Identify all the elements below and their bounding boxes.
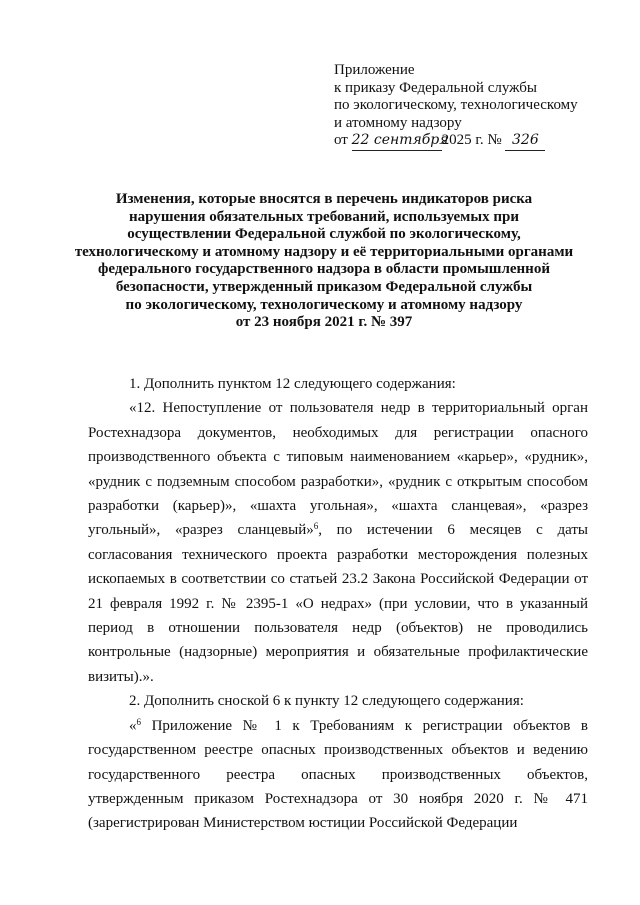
- title-line: по экологическому, технологическому и атомному надзору: [125, 296, 523, 313]
- document-body: [88, 372, 588, 836]
- document-title: [74, 191, 574, 332]
- title-line: технологическому и атомному надзору и её территориальными органами: [74, 243, 574, 260]
- title-line: федерального государственного надзора в области промышленной: [98, 261, 550, 278]
- paragraph-item-2: 2. Дополнить сноской 6 к пункту 12 следующего содержания:: [129, 693, 524, 710]
- title-line: осуществлении Федеральной службой по экологическому,: [127, 226, 521, 243]
- date-prefix: от: [334, 132, 348, 148]
- footnote-open-quote: «: [129, 717, 137, 734]
- footnote-text: Приложение № 1 к Требованиям к регистрации объектов в государственном реестре опасных производственных объектов и ведению государственного реестра опасных производственных объектов, утвержденным приказом Ростехнадзора от 30 ноября 2020 г. № 471 (зарегистрирован Министерством юстиции Российской Федерации: [88, 717, 588, 832]
- paragraph-item-1: 1. Дополнить пунктом 12 следующего содержания:: [129, 376, 456, 392]
- appendix-line-3: по экологическому, технологическому: [334, 97, 578, 113]
- item-12-text-cont: , по истечении 6 месяцев с даты согласования технического проекта разработки месторождения полезных ископаемых в соответствии со статьей 23.2 Закона Российской Федерации от 21 февраля 1992 г. № 2395-1 «О недрах» (при условии, что в указанный период в отношении пользователя недр (объектов) не проводились контрольные (надзорные) мероприятия и обязательные профилактические визиты).».: [88, 522, 588, 685]
- title-line: от 23 ноября 2021 г. № 397: [235, 314, 413, 331]
- paragraph-footnote-6: [88, 714, 588, 836]
- appendix-line-2: к приказу Федеральной службы: [334, 79, 538, 96]
- title-line: безопасности, утвержденный приказом Федеральной службы: [115, 278, 533, 295]
- title-line: нарушения обязательных требований, используемых при: [129, 208, 519, 225]
- appendix-line-1: Приложение: [334, 62, 415, 78]
- appendix-header: [334, 62, 578, 151]
- title-line: Изменения, которые вносятся в перечень индикаторов риска: [115, 191, 533, 207]
- handwritten-date: 22 сентября: [352, 132, 442, 151]
- footnote-ref-6: 6: [313, 521, 319, 532]
- appendix-line-4: и атомному надзору: [334, 114, 462, 131]
- footnote-mark-6: 6: [136, 716, 141, 727]
- order-year: 2025 г. №: [441, 132, 502, 148]
- appendix-date-line: [334, 132, 578, 151]
- paragraph-item-12: [88, 396, 588, 689]
- handwritten-order-number: 326: [505, 132, 545, 151]
- item-12-text: «12. Непоступление от пользователя недр в территориальный орган Ростехнадзора документов, необходимых для регистрации опасного производственного объекта с типовым наименованием «карьер», «рудник», «рудник с подземным способом разработки», «рудник с открытым способом разработки (карьер)», «шахта угольная», «шахта сланцевая», «разрез угольный», «разрез сланцевый»: [88, 400, 588, 539]
